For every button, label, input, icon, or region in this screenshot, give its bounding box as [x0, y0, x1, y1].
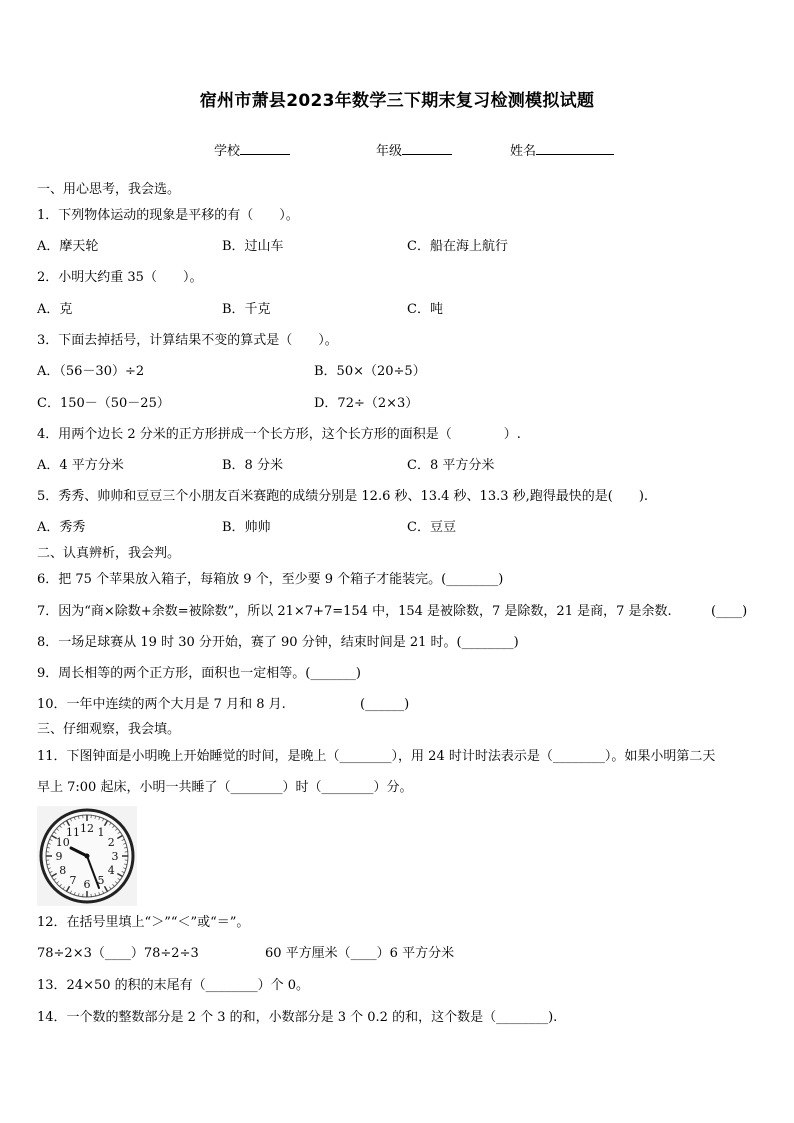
section-1-heading: 一、用心思考，我会选。 — [37, 182, 181, 197]
q3-option-c[interactable]: C．150－（50－25） — [37, 396, 170, 411]
question-2: 2．小明大约重 35（ ）。 — [37, 270, 203, 285]
q1-option-a[interactable]: A．摩天轮 — [37, 239, 99, 254]
school-field — [214, 140, 290, 159]
question-12: 12．在括号里填上“＞”“＜”或“＝”。 — [37, 915, 250, 930]
clock-number: 8 — [59, 864, 67, 877]
question-14: 14．一个数的整数部分是 2 个 3 的和，小数部分是 3 个 0.2 的和，这个数是（________). — [37, 1010, 558, 1025]
q7-answer-blank[interactable]: (____) — [711, 604, 748, 619]
q10-answer-blank[interactable]: (______) — [360, 697, 410, 712]
q1-option-b[interactable]: B．过山车 — [222, 239, 284, 254]
clock-number: 11 — [66, 825, 80, 839]
q12-comparison-a[interactable]: 78÷2×3（____）78÷2÷3 — [37, 946, 199, 961]
q4-option-a[interactable]: A．4 平方分米 — [37, 458, 124, 473]
question-11-line-1: 11．下图钟面是小明晚上开始睡觉的时间，是晚上（________），用 24 时计时法表示是（________）。如果小明第二天 — [37, 749, 716, 764]
question-6: 6．把 75 个苹果放入箱子，每箱放 9 个，至少要 9 个箱子才能装完。(________) — [37, 572, 504, 587]
q3-option-b[interactable]: B．50×（20÷5） — [314, 364, 426, 379]
clock-number: 6 — [83, 878, 91, 891]
name-label: 姓名 — [510, 144, 537, 159]
question-11-line-2: 早上 7:00 起床，小明一共睡了（________）时（________）分。 — [37, 780, 413, 795]
q2-option-c[interactable]: C．吨 — [407, 302, 443, 317]
clock-number: 10 — [55, 836, 70, 849]
question-3: 3．下面去掉括号，计算结果不变的算式是（ ）。 — [37, 333, 338, 348]
q1-option-c[interactable]: C．船在海上航行 — [407, 239, 508, 254]
q3-option-d[interactable]: D．72÷（2×3） — [314, 396, 419, 411]
clock-number: 4 — [107, 864, 115, 877]
q4-option-c[interactable]: C．8 平方分米 — [407, 458, 495, 473]
question-9: 9．周长相等的两个正方形，面积也一定相等。(_______) — [37, 666, 361, 681]
question-8: 8．一场足球赛从 19 时 30 分开始，赛了 90 分钟，结束时间是 21 时。(________) — [37, 635, 519, 650]
name-field — [510, 140, 614, 159]
question-13: 13．24×50 的积的末尾有（________）个 0。 — [37, 978, 310, 993]
clock-center-pin — [85, 854, 90, 859]
clock-number: 2 — [107, 836, 115, 849]
school-blank[interactable] — [240, 142, 290, 155]
question-5: 5．秀秀、帅帅和豆豆三个小朋友百米赛跑的成绩分别是 12.6 秒、13.4 秒、13.3 秒,跑得最快的是( ). — [37, 489, 649, 504]
clock-face-image — [37, 806, 137, 906]
grade-label: 年级 — [376, 144, 403, 159]
question-7: 7．因为“商×除数+余数=被除数”，所以 21×7+7=154 中，154 是被除数，7 是除数，21 是商，7 是余数. — [37, 604, 672, 619]
clock-number: 5 — [97, 874, 105, 888]
question-1: 1．下列物体运动的现象是平移的有（ ）。 — [37, 208, 299, 223]
grade-blank[interactable] — [402, 142, 452, 155]
section-3-heading: 三、仔细观察，我会填。 — [37, 722, 181, 737]
clock-number: 1 — [97, 825, 105, 839]
clock-number: 9 — [55, 850, 63, 863]
q2-option-a[interactable]: A．克 — [37, 302, 73, 317]
clock-number: 7 — [69, 874, 77, 888]
q3-option-a[interactable]: A．（56－30）÷2 — [37, 364, 145, 379]
page-title: 宿州市萧县2023年数学三下期末复习检测模拟试题 — [199, 91, 595, 111]
q5-option-b[interactable]: B．帅帅 — [222, 520, 271, 535]
section-2-heading: 二、认真辨析，我会判。 — [37, 546, 181, 561]
q5-option-c[interactable]: C．豆豆 — [407, 520, 456, 535]
name-blank[interactable] — [536, 142, 614, 155]
school-label: 学校 — [214, 144, 241, 159]
q4-option-b[interactable]: B．8 分米 — [222, 458, 283, 473]
question-4: 4．用两个边长 2 分米的正方形拼成一个长方形，这个长方形的面积是（ ）. — [37, 427, 521, 442]
q5-option-a[interactable]: A．秀秀 — [37, 520, 86, 535]
clock-number: 12 — [80, 822, 94, 835]
question-10: 10．一年中连续的两个大月是 7 月和 8 月. — [37, 697, 286, 712]
clock-number: 3 — [111, 850, 119, 863]
q12-comparison-b[interactable]: 60 平方厘米（____）6 平方分米 — [265, 946, 455, 961]
grade-field — [376, 140, 452, 159]
q2-option-b[interactable]: B．千克 — [222, 302, 271, 317]
